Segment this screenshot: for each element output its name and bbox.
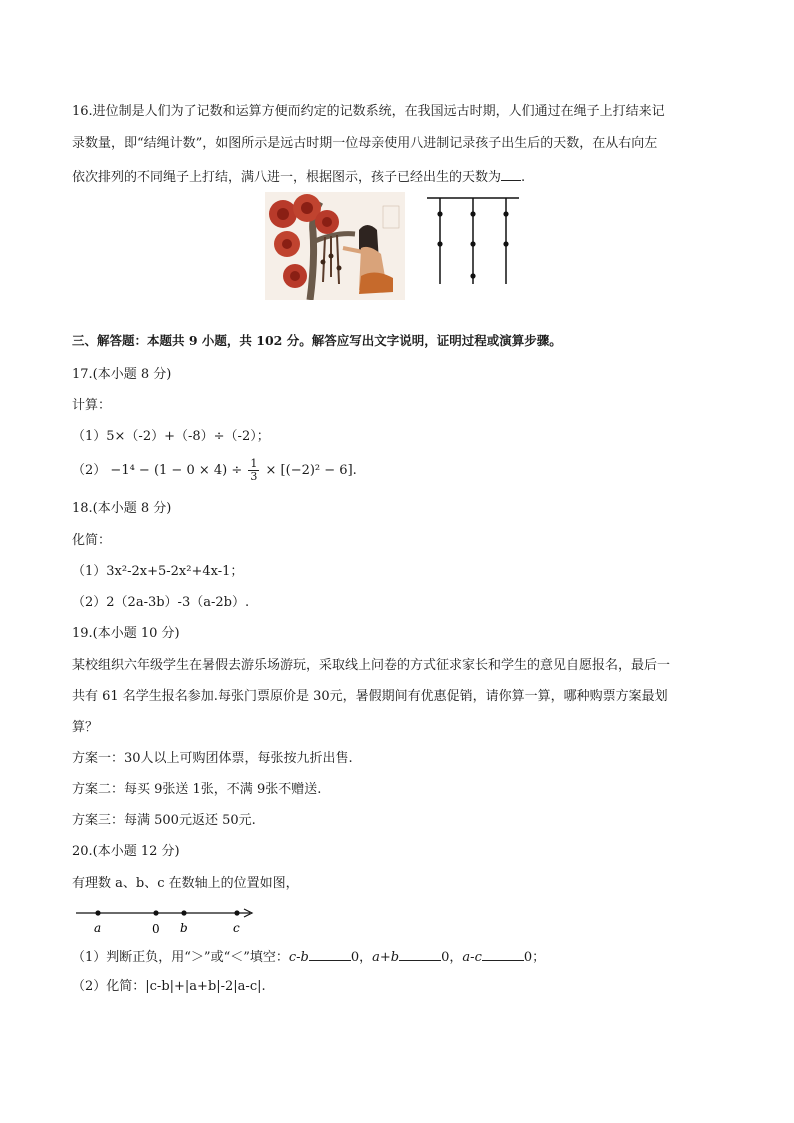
q17-item1: （1）5×（-2）+（-8）÷（-2）；	[72, 429, 270, 444]
number-line-svg	[72, 902, 262, 936]
q19-line3: 算？	[72, 720, 99, 735]
q19-line2: 共有 61 名学生报名参加.每张门票原价是 30元，暑假期间有优惠促销，请你算一算，哪种购票方案最划	[72, 689, 668, 704]
q20-title: 20.(本小题 12 分)	[72, 844, 180, 859]
fraction-denominator: 3	[250, 470, 258, 483]
answer-blank	[501, 166, 521, 181]
q19-title: 19.(本小题 10 分)	[72, 626, 180, 641]
q19-line1: 某校组织六年级学生在暑假去游乐场游玩，采取线上问卷的方式征求家长和学生的意见自愿报名，最后一	[72, 658, 671, 673]
rope-diagram-svg	[425, 194, 521, 286]
q17-item2-prefix: （2）	[72, 463, 107, 478]
q19-plan2: 方案二：每买 9张送 1张，不满 9张不赠送.	[72, 782, 322, 797]
rope-diagram	[425, 194, 521, 286]
q17-item2-end: .	[352, 463, 357, 478]
q16-line2: 录数量，即“结绳计数”，如图所示是远古时期一位母亲使用八进制记录孩子出生后的天数，在从右向左	[72, 136, 658, 151]
knot-illustration	[265, 192, 405, 300]
zero: 0	[441, 950, 450, 965]
number-line	[72, 902, 262, 936]
q17-item2	[72, 454, 357, 488]
knot	[503, 241, 508, 246]
expr-a-minus-c: a-c	[462, 950, 482, 965]
label-a: a	[94, 921, 102, 935]
knot	[470, 273, 475, 278]
expr-c-minus-b: c-b	[288, 950, 309, 965]
q16-line3	[72, 166, 525, 188]
knot	[437, 211, 442, 216]
label-b: b	[180, 921, 188, 935]
q18-prompt: 化简：	[72, 533, 112, 548]
answer-blank	[309, 946, 351, 961]
zero: 0	[350, 950, 360, 965]
label-zero: 0	[152, 922, 160, 936]
knot-illustration-svg	[265, 192, 405, 300]
q18-item2: （2）2（2a-3b）-3（a-2b）.	[72, 595, 250, 610]
q19-plan1: 方案一：30人以上可购团体票，每张按九折出售.	[72, 751, 353, 766]
point-zero	[153, 910, 158, 915]
q18-title: 18.(本小题 8 分)	[72, 501, 172, 516]
answer-blank	[399, 946, 441, 961]
label-c: c	[233, 921, 240, 935]
knot	[437, 241, 442, 246]
comma: ，	[449, 950, 463, 965]
q20-item1-prefix: （1）判断正负，用“＞”或“＜”填空：	[72, 950, 289, 965]
q16-line3-end: .	[521, 170, 526, 185]
q16-line1: 16.进位制是人们为了记数和运算方便而约定的记数系统，在我国远古时期，人们通过在绳子上打结来记	[72, 104, 665, 119]
point-b	[181, 910, 186, 915]
q17-title: 17.(本小题 8 分)	[72, 367, 172, 382]
knot	[470, 241, 475, 246]
semicolon: ；	[532, 950, 546, 965]
point-c	[234, 910, 239, 915]
point-a	[95, 910, 100, 915]
answer-blank	[482, 946, 524, 961]
knot	[503, 211, 508, 216]
fraction	[248, 458, 259, 483]
q20-item1	[72, 946, 545, 968]
knot	[470, 211, 475, 216]
q18-item1: （1）3x²-2x+5-2x²+4x-1；	[72, 564, 244, 579]
q17-prompt: 计算：	[72, 398, 112, 413]
q20-prompt: 有理数 a、b、c 在数轴上的位置如图，	[72, 876, 299, 891]
q17-item2-part2: × [(−2)² − 6]	[265, 463, 353, 478]
q19-plan3: 方案三：每满 500元返还 50元.	[72, 813, 256, 828]
q17-item2-part1: −1⁴ − (1 − 0 × 4) ÷	[110, 463, 243, 478]
fraction-numerator: 1	[250, 457, 258, 470]
section-heading: 三、解答题：本题共 9 小题，共 102 分。解答应写出文字说明，证明过程或演算步骤。	[72, 333, 562, 348]
zero: 0	[523, 950, 533, 965]
q20-item2: （2）化简：|c-b|+|a+b|-2|a-c|.	[72, 979, 266, 994]
comma: ，	[359, 950, 373, 965]
expr-a-plus-b: a+b	[372, 950, 400, 965]
q16-line3-text: 依次排列的不同绳子上打结，满八进一，根据图示，孩子已经出生的天数为	[72, 170, 502, 185]
